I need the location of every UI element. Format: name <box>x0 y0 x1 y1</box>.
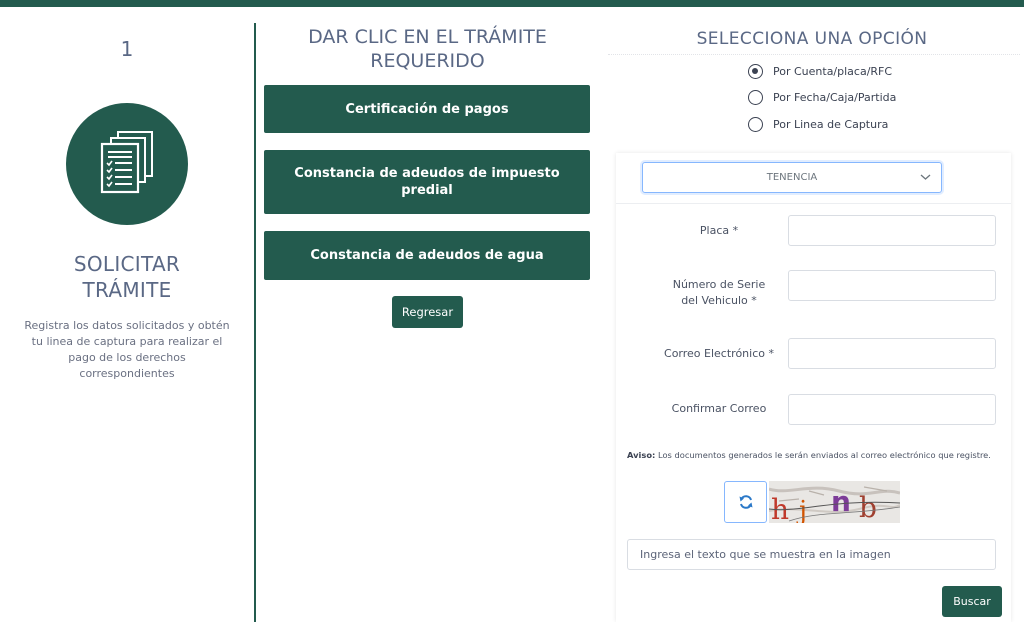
captcha-char: n <box>831 485 851 518</box>
confirmar-correo-input[interactable] <box>788 394 996 425</box>
step-title <box>0 251 254 303</box>
adeudos-agua-button[interactable]: Constancia de adeudos de agua <box>264 231 590 280</box>
aviso-notice <box>627 450 1007 460</box>
certificacion-pagos-button[interactable]: Certificación de pagos <box>264 85 590 133</box>
aviso-text: Los documentos generados le serán enviados al correo electrónico que registre. <box>655 450 991 460</box>
impuesto-select[interactable] <box>642 162 942 193</box>
option-cuenta-placa-rfc[interactable] <box>748 62 892 80</box>
regresar-button[interactable]: Regresar <box>392 296 463 328</box>
title-divider <box>608 54 1020 55</box>
step-number: 1 <box>120 37 134 61</box>
step-icon-circle <box>66 103 188 225</box>
options-title: SELECCIONA UNA OPCIÓN <box>696 29 928 49</box>
radio-unchecked-icon[interactable] <box>748 90 763 105</box>
search-form-card <box>616 153 1011 622</box>
radio-unchecked-icon[interactable] <box>748 117 763 132</box>
select-value: TENENCIA <box>766 172 818 183</box>
option-linea-captura[interactable] <box>748 115 888 133</box>
tramite-panel <box>256 7 599 622</box>
step-panel <box>0 7 254 622</box>
step-description: Registra los datos solicitados y obtén tu linea de captura para realizar el pago de los derechos correspondientes <box>24 319 230 380</box>
confirmar-correo-label: Confirmar Correo <box>671 402 767 415</box>
chevron-down-icon <box>920 173 931 181</box>
correo-input[interactable] <box>788 338 996 369</box>
numero-serie-label: Número de Serie del Vehiculo * <box>672 278 766 307</box>
adeudos-predial-button[interactable]: Constancia de adeudos de impuesto predial <box>264 150 590 214</box>
top-accent-bar <box>0 0 1024 7</box>
tramite-panel-title <box>256 25 599 73</box>
buscar-button[interactable]: Buscar <box>942 586 1002 617</box>
numero-serie-input[interactable] <box>788 270 996 301</box>
placa-input[interactable] <box>788 215 996 246</box>
captcha-char: h <box>771 493 790 523</box>
captcha-input[interactable]: Ingresa el texto que se muestra en la imagen <box>627 539 996 570</box>
tramite-title-line1: DAR CLIC EN EL TRÁMITE <box>308 26 547 48</box>
card-divider <box>616 203 1011 204</box>
captcha-image <box>769 481 900 523</box>
option-label: Por Fecha/Caja/Partida <box>773 90 897 104</box>
placa-label: Placa * <box>699 224 739 237</box>
tramite-title-line2: REQUERIDO <box>370 50 485 72</box>
captcha-char: b <box>859 491 877 523</box>
documents-checklist-icon <box>98 130 156 198</box>
correo-label: Correo Electrónico * <box>664 347 774 360</box>
radio-checked-icon[interactable] <box>748 64 763 79</box>
step-title-line2: TRÁMITE <box>82 278 172 302</box>
aviso-label: Aviso: <box>627 450 656 460</box>
refresh-captcha-button[interactable] <box>724 481 767 523</box>
step-title-line1: SOLICITAR <box>73 252 181 276</box>
option-fecha-caja-partida[interactable] <box>748 88 896 106</box>
search-panel <box>604 7 1024 622</box>
refresh-icon <box>738 494 754 510</box>
option-label: Por Cuenta/placa/RFC <box>773 64 893 78</box>
option-label: Por Linea de Captura <box>773 117 889 131</box>
captcha-char: j <box>799 496 808 523</box>
